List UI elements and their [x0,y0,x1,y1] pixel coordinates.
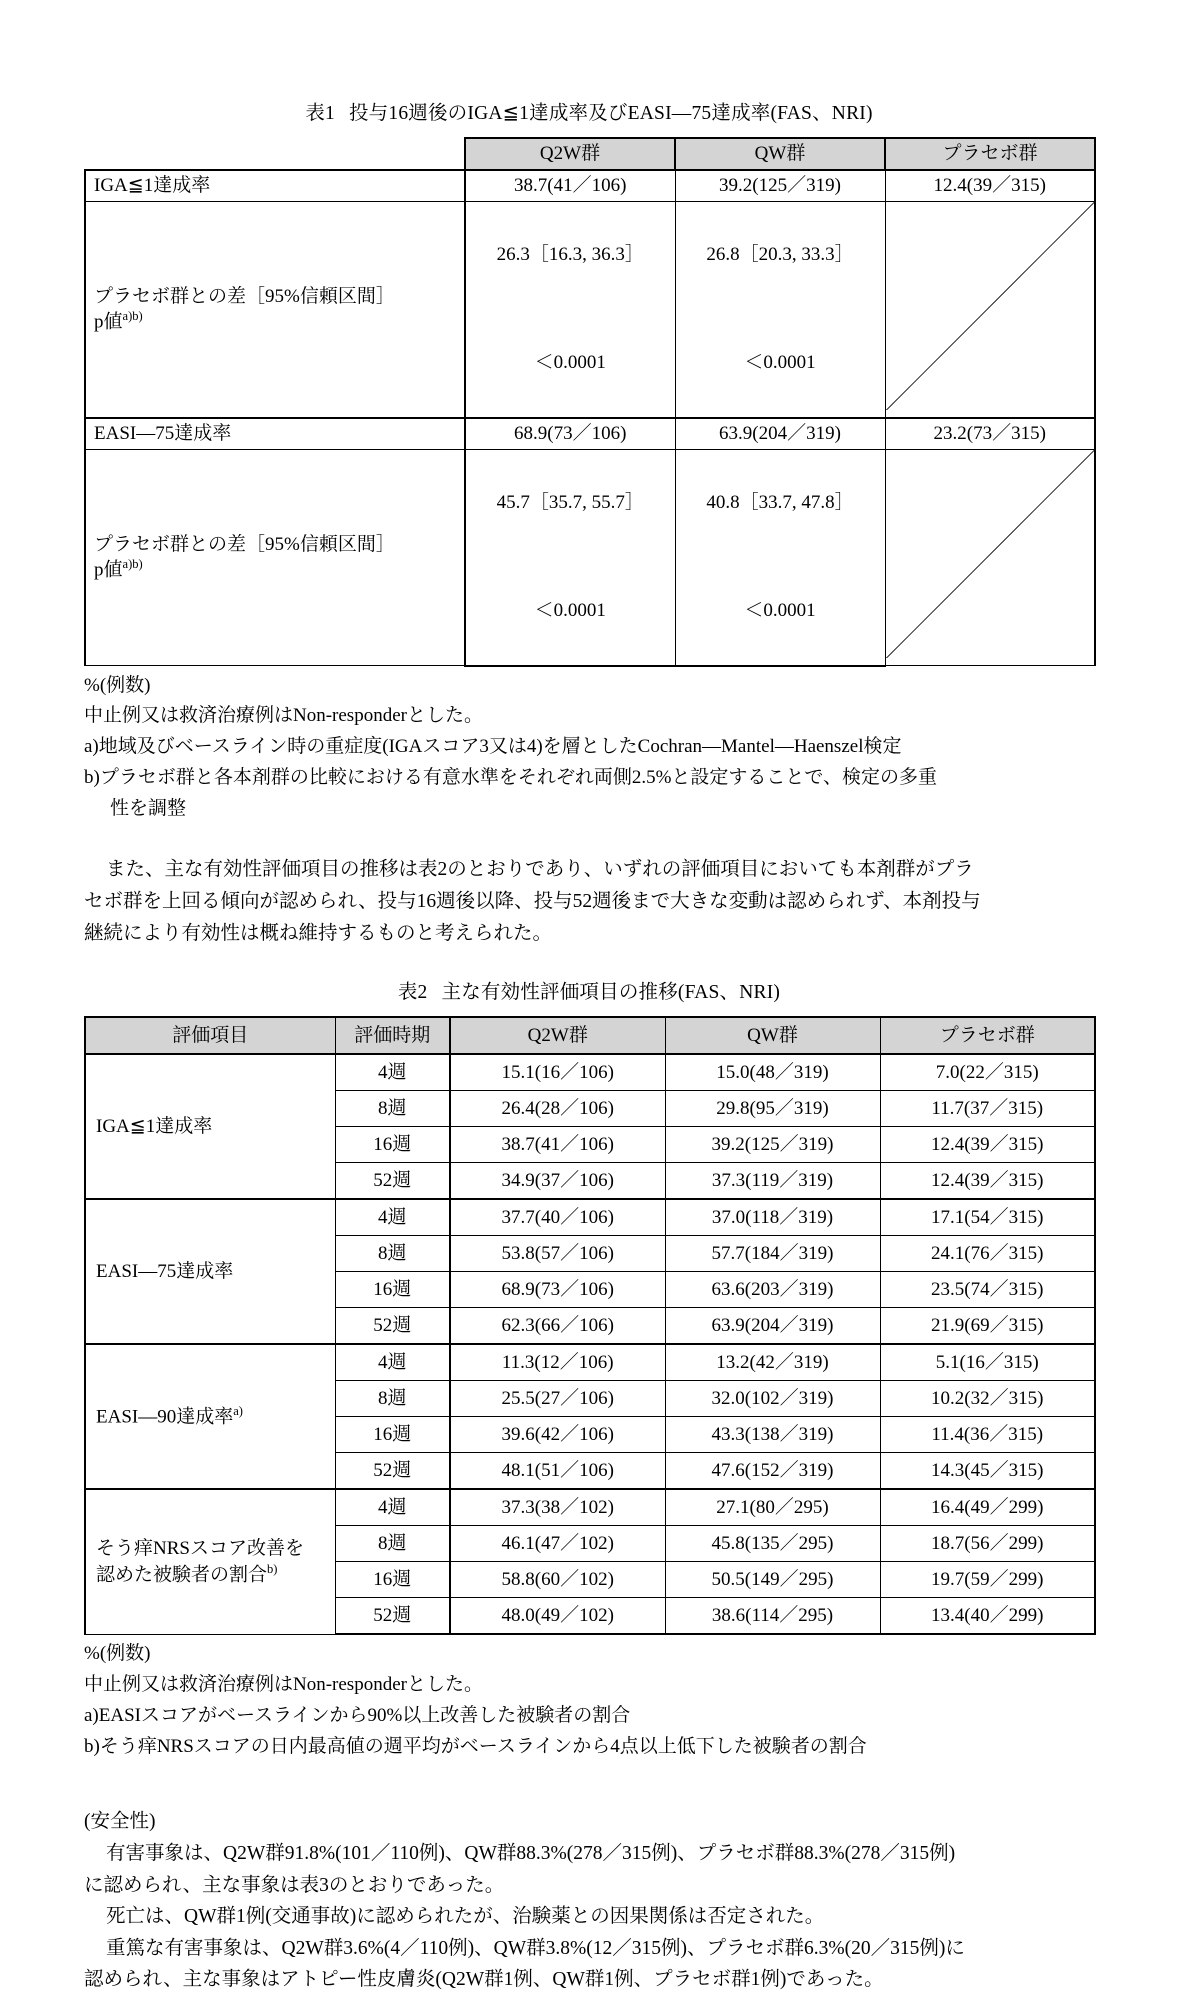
table-row [85,449,1095,556]
table1-row4-q2w-p: ＜0.0001 [465,557,675,666]
table2-g4r2-placebo: 18.7(56／299) [880,1526,1095,1562]
table2-g1r2-q2w: 26.4(28／106) [450,1091,665,1127]
table2-g4r1-qw: 27.1(80／295) [665,1489,880,1526]
table1-row4-pvalue-text: p値 [94,559,123,581]
table1-notes [84,671,1094,825]
table1-row2-qw-ci: 26.8［20.3, 33.3］ [675,201,885,308]
table2-note-nonresponder: 中止例又は救済治療例はNon‐responderとした。 [84,1674,483,1696]
table2-g3r4-qw: 47.6(152／319) [665,1453,880,1490]
table1-header-placebo: プラセボ群 [885,138,1095,170]
table2-g2r2-q2w: 53.8(57／106) [450,1236,665,1272]
table1-iga-easi-week16 [84,137,1096,666]
table1-caption [84,100,1094,127]
table2-g2r3-q2w: 68.9(73／106) [450,1272,665,1308]
table2-g4r3-q2w: 58.8(60／102) [450,1562,665,1598]
table1-row4-label [85,449,465,665]
safety-p1-line1-text: 有害事象は、Q2W群91.8%(101／110例)、QW群88.3%(278／315例)、プラセボ群88.3%(278／315例) [106,1843,956,1865]
table2-group4-name [85,1489,335,1634]
table2-g3r3-placebo: 11.4(36／315) [880,1417,1095,1453]
table1-note-nonresponder: 中止例又は救済治療例はNon‐responderとした。 [84,705,483,727]
table-row [85,1489,1095,1526]
table2-g4r4-time: 52週 [335,1598,450,1635]
table2-g4r1-time: 4週 [335,1489,450,1526]
safety-p1-line1 [84,1838,1094,1870]
table2-g2r3-qw: 63.6(203／319) [665,1272,880,1308]
table1-row2-label-line2 [94,309,458,334]
table2-group3-name [85,1344,335,1489]
table2-g4r2-time: 8週 [335,1526,450,1562]
table2-g4r3-time: 16週 [335,1562,450,1598]
table1-row3-qw: 63.9(204／319) [675,418,885,449]
table2-g3r2-q2w: 25.5(27／106) [450,1381,665,1417]
table2-g2r4-q2w: 62.3(66／106) [450,1308,665,1345]
table2-g1r3-time: 16週 [335,1127,450,1163]
table2-group2-name: EASI―75達成率 [85,1199,335,1344]
safety-p3-line1-text: 重篤な有害事象は、Q2W群3.6%(4／110例)、QW群3.8%(12／315例)、プラセボ群6.3%(20／315例)に [106,1937,965,1959]
table2-g4r4-placebo: 13.4(40／299) [880,1598,1095,1635]
table2-group3-footnote-marker: a) [233,1404,243,1419]
table-row [85,418,1095,449]
table2-g4r1-placebo: 16.4(49／299) [880,1489,1095,1526]
table2-header-q2w: Q2W群 [450,1017,665,1054]
table1-row4-footnote-marker: a)b) [122,556,143,571]
table1-row1-q2w: 38.7(41／106) [465,170,675,201]
table2-g3r4-time: 52週 [335,1453,450,1490]
table2-g2r3-time: 16週 [335,1272,450,1308]
page-content [84,100,1094,1996]
table2-g1r1-time: 4週 [335,1054,450,1091]
table2-g1r4-placebo: 12.4(39／315) [880,1163,1095,1200]
table2-g3r2-qw: 32.0(102／319) [665,1381,880,1417]
table2-g1r1-qw: 15.0(48／319) [665,1054,880,1091]
table1-header-q2w: Q2W群 [465,138,675,170]
table1-note-unit: %(例数) [84,674,151,696]
table2-g1r1-q2w: 15.1(16／106) [450,1054,665,1091]
table2-g1r3-qw: 39.2(125／319) [665,1127,880,1163]
table2-g1r2-qw: 29.8(95／319) [665,1091,880,1127]
table2-g1r2-placebo: 11.7(37／315) [880,1091,1095,1127]
table2-g4r2-q2w: 46.1(47／102) [450,1526,665,1562]
table2-efficacy-timecourse [84,1016,1096,1635]
body-paragraph-line3: 継続により有効性は概ね維持するものと考えられた。 [84,922,553,944]
table2-g2r2-qw: 57.7(184／319) [665,1236,880,1272]
table-row [85,201,1095,308]
table1-header-qw: QW群 [675,138,885,170]
table2-g3r4-placebo: 14.3(45／315) [880,1453,1095,1490]
table2-g3r2-placebo: 10.2(32／315) [880,1381,1095,1417]
table2-g2r1-q2w: 37.7(40／106) [450,1199,665,1236]
table1-row1-placebo: 12.4(39／315) [885,170,1095,201]
table2-header-timepoint: 評価時期 [335,1017,450,1054]
table2-g4r3-placebo: 19.7(59／299) [880,1562,1095,1598]
table2-g2r3-placebo: 23.5(74／315) [880,1272,1095,1308]
table2-g4r3-qw: 50.5(149／295) [665,1562,880,1598]
table-row [85,1344,1095,1381]
table1-row2-q2w-ci: 26.3［16.3, 36.3］ [465,201,675,308]
table1-row4-q2w-ci: 45.7［35.7, 55.7］ [465,449,675,556]
table1-row2-label-line1: プラセボ群との差［95%信頼区間］ [94,286,395,307]
table2-group1-name: IGA≦1達成率 [85,1054,335,1199]
table2-g3r1-placebo: 5.1(16／315) [880,1344,1095,1381]
table2-g2r4-qw: 63.9(204／319) [665,1308,880,1345]
table2-group4-name-line2-text: 認めた被験者の割合 [96,1564,268,1586]
table1-note-b: b)プラセボ群と各本剤群の比較における有意水準をそれぞれ両側2.5%と設定することで、検定の多重 [84,766,938,788]
table2-g4r4-q2w: 48.0(49／102) [450,1598,665,1635]
table2-g3r2-time: 8週 [335,1381,450,1417]
table1-row4-qw-p: ＜0.0001 [675,557,885,666]
table2-g1r3-placebo: 12.4(39／315) [880,1127,1095,1163]
table1-row4-placebo-diagonal [885,449,1095,665]
table1-row2-label [85,201,465,418]
table1-row3-q2w: 68.9(73／106) [465,418,675,449]
table2-note-a: a)EASIスコアがベースラインから90%以上改善した被験者の割合 [84,1704,631,1726]
body-paragraph [84,854,1094,949]
table1-row1-label: IGA≦1達成率 [85,170,465,201]
table1-note-a: a)地域及びベースライン時の重症度(IGAスコア3又は4)を層としたCochran―Mantel―Haenszel検定 [84,736,902,758]
table2-header-qw: QW群 [665,1017,880,1054]
table2-header-placebo: プラセボ群 [880,1017,1095,1054]
table2-g1r4-time: 52週 [335,1163,450,1200]
table2-header-endpoint: 評価項目 [85,1017,335,1054]
table2-g3r1-q2w: 11.3(12／106) [450,1344,665,1381]
table2-g2r2-time: 8週 [335,1236,450,1272]
safety-p3-line1 [84,1933,1094,1965]
safety-p3-line2: 認められ、主な事象はアトピー性皮膚炎(Q2W群1例、QW群1例、プラセボ群1例)であった。 [84,1969,884,1991]
safety-heading: (安全性) [84,1811,156,1833]
table2-notes [84,1639,1094,1762]
body-paragraph-line1-text: また、主な有効性評価項目の推移は表2のとおりであり、いずれの評価項目においても本剤群がプラ [106,859,974,881]
table1-caption-number: 表1 [305,103,335,124]
table1-row3-label: EASI―75達成率 [85,418,465,449]
body-paragraph-line2: セボ群を上回る傾向が認められ、投与16週後以降、投与52週後まで大きな変動は認められず、本剤投与 [84,890,981,912]
table2-note-unit: %(例数) [84,1643,151,1665]
table2-caption [84,979,1094,1006]
table-row [85,1054,1095,1091]
table1-row3-placebo: 23.2(73／315) [885,418,1095,449]
table2-g3r3-time: 16週 [335,1417,450,1453]
table1-note-b-cont: 性を調整 [110,797,187,819]
safety-p1-line2: に認められ、主な事象は表3のとおりであった。 [84,1874,505,1896]
safety-p2-line1-text: 死亡は、QW群1例(交通事故)に認められたが、治験薬との因果関係は否定された。 [106,1906,825,1928]
table2-g2r2-placebo: 24.1(76／315) [880,1236,1095,1272]
table2-g3r3-q2w: 39.6(42／106) [450,1417,665,1453]
table1-row2-pvalue-text: p値 [94,311,123,333]
table1-row2-qw-p: ＜0.0001 [675,309,885,418]
table2-g2r1-placebo: 17.1(54／315) [880,1199,1095,1236]
table-row [85,170,1095,201]
table1-row4-label-line2 [94,557,458,582]
body-paragraph-line1 [84,854,1094,886]
table2-group4-footnote-marker: b) [267,1562,278,1577]
table2-caption-text: 主な有効性評価項目の推移(FAS、NRI) [441,982,781,1004]
table2-header-row [85,1017,1095,1054]
table2-g1r3-q2w: 38.7(41／106) [450,1127,665,1163]
table1-row2-placebo-diagonal [885,201,1095,418]
table2-caption-number: 表2 [397,982,428,1004]
table2-group3-name-text: EASI―90達成率 [96,1406,234,1428]
safety-section [84,1806,1094,1995]
table2-g4r4-qw: 38.6(114／295) [665,1598,880,1635]
table2-g1r1-placebo: 7.0(22／315) [880,1054,1095,1091]
table2-g4r1-q2w: 37.3(38／102) [450,1489,665,1526]
table1-row4-label-line1: プラセボ群との差［95%信頼区間］ [94,534,395,555]
table2-g3r4-q2w: 48.1(51／106) [450,1453,665,1490]
table1-row4-qw-ci: 40.8［33.7, 47.8］ [675,449,885,556]
table1-row2-q2w-p: ＜0.0001 [465,309,675,418]
table1-row1-qw: 39.2(125／319) [675,170,885,201]
table2-g2r1-time: 4週 [335,1199,450,1236]
table2-note-b: b)そう痒NRSスコアの日内最高値の週平均がベースラインから4点以上低下した被験者の割合 [84,1735,867,1757]
table2-g2r1-qw: 37.0(118／319) [665,1199,880,1236]
safety-p2-line1 [84,1901,1094,1933]
table2-group4-name-line2 [96,1561,329,1588]
table1-caption-text: 投与16週後のIGA≦1達成率及びEASI―75達成率(FAS、NRI) [348,103,873,124]
table1-row2-footnote-marker: a)b) [122,308,143,323]
table2-g3r1-time: 4週 [335,1344,450,1381]
table2-g2r4-placebo: 21.9(69／315) [880,1308,1095,1345]
table2-g2r4-time: 52週 [335,1308,450,1345]
table-row [85,1199,1095,1236]
table2-g3r1-qw: 13.2(42／319) [665,1344,880,1381]
table2-g1r4-qw: 37.3(119／319) [665,1163,880,1200]
table2-group4-name-line1: そう痒NRSスコア改善を [96,1537,304,1559]
table2-g1r4-q2w: 34.9(37／106) [450,1163,665,1200]
table1-header-blank [85,138,465,170]
table2-g1r2-time: 8週 [335,1091,450,1127]
table2-g4r2-qw: 45.8(135／295) [665,1526,880,1562]
table2-g3r3-qw: 43.3(138／319) [665,1417,880,1453]
table1-header-row [85,138,1095,170]
